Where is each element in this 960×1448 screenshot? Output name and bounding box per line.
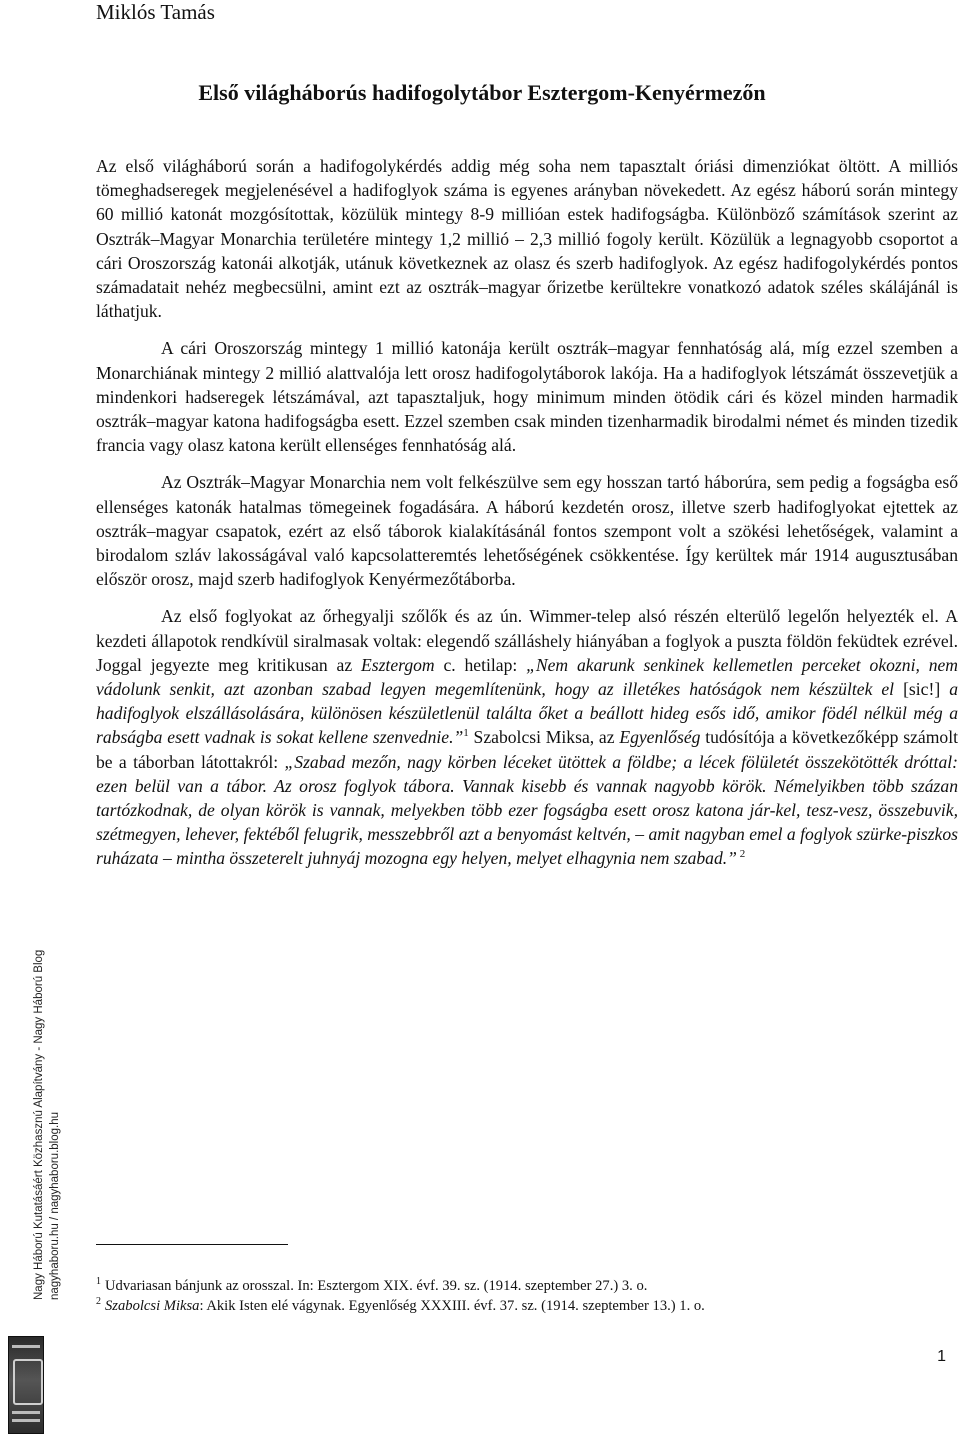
paragraph-4 [96, 604, 958, 870]
footnote-divider [96, 1244, 288, 1245]
p4-quote-1a: „Nem akarunk senkinek kellemetlen perceket okozni, nem vádolunk senkit, azt azonban szabad legyen megemlítenünk, hogy az illetékes hatóságok nem készültek el [96, 654, 959, 700]
sidebar-foundation-text: Nagy Háború Kutatásáért Közhasznú Alapítvány - Nagy Háború Blog [33, 949, 45, 1300]
page-number: 1 [937, 1348, 946, 1365]
footnote-1-number: 1 [96, 1276, 101, 1288]
p4-italic-newspaper: Esztergom [360, 654, 435, 675]
paragraph-2: A cári Oroszország mintegy 1 millió katonája került osztrák–magyar fennhatóság alá, míg ezzel szemben a Monarchiának mintegy 2 millió alattvalója lett orosz hadifogolytáborok lakója. Ha a hadifoglyok létszámát összevetjük a mindenkori hadseregek létszámával, azt tapasztaljuk, hogy minimum minden ötödik cári és közel minden harmadik osztrák–magyar katona hadifogságba esett. Ezzel szemben csak minden tizenharmadik birodalmi német és minden tizedik francia vagy olasz katona került ellenséges fennhatóság alá. [96, 338, 958, 456]
p4-quote-1b: a hadifoglyok elszállásolására, különösen készületlenül találta őket a beállott hideg esős idő, amikor födél nélkül még a rabságba esett vadnak is sokat kellene szenvednie.” [96, 679, 958, 748]
paragraph-1: Az első világháború során a hadifogolykérdés addig még soha nem tapasztalt óriási dimenziókat öltött. A milliós tömeghadseregek megjelenésével a hadifoglyok száma is egyenes arányban növekedett. Az egész háború során mintegy 60 millió katonát mozgósítottak, közülük mintegy 8-9 millióan estek hadifogságba. Különböző számítások szerint az Osztrák–Magyar Monarchia területére mintegy 1,2 millió – 2,3 millió fogoly került. Közülük a legnagyobb csoportot a cári Oroszország katonái alkotják, utánuk következnek az olasz és szerb hadifoglyok. Az egész hadifogolykérdés pontos számadatait nehéz megbecsülni, amint ezt az osztrák–magyar őrizetbe kerültekre vonatkozó adatok széles skálájánál is láthatjuk. [96, 156, 958, 322]
sidebar-website-text: nagyhaboru.hu / nagyhaboru.blog.hu [49, 1112, 61, 1300]
footnote-2-author: Szabolcsi Miksa [105, 1298, 200, 1314]
p4-quote-2: „Szabad mezőn, nagy körben léceket ütöttek a földbe; a lécek fölületét összekötötték dróttal: ezen belül van a tábor. Az orosz foglyok tábora. Vannak kisebb és vannak nagyobb körök. Némelyikben több százan tartózkodnak, de olyan körök is vannak, melyekben több ezer fogságba esett orosz katona jár-kel, tesz-vesz, összebuvik, szétmegyen, lehever, fektéből felugrik, messzebbről azt a benyomást keltvén, – amit nagyban emel a foglyok szürke-piszkos ruházata – mintha összeterelt juhnyáj mozogna egy helyen, melyet elhagynia nem szabad.” [96, 751, 958, 869]
footnote-1-text: Udvariasan bánjunk az orosszal. In: Esztergom XIX. évf. 39. sz. (1914. szeptember 27.) 3. o. [105, 1278, 648, 1294]
article-body [96, 154, 958, 884]
footnotes [96, 1276, 958, 1316]
nagy-haboru-logo-icon [8, 1336, 44, 1434]
page-header-author: Miklós Tamás [96, 0, 215, 24]
p4-sic: [sic!] [894, 679, 950, 700]
p4-text-3: Szabolcsi Miksa, az [468, 727, 620, 748]
p4-text-1: Az első foglyokat az őrhegyalji szőlők és az ún. Wimmer-telep alsó részén elterülő legelőn helyezték el. A kezdeti állapotok rendkívül siralmasak voltak: elegendő szálláshely hiányában a foglyok a puszta földön feküdtek ezrével. Joggal jegyezte meg kritikusan az [96, 606, 958, 675]
footnote-ref-2[interactable]: 2 [736, 848, 746, 861]
footnote-2-number: 2 [96, 1296, 101, 1308]
p4-text-4: tudósítója a következőképp számolt be a táborban látottakról: [96, 727, 958, 772]
footnote-2-text: : Akik Isten elé vágynak. Egyenlőség XXXIII. évf. 37. sz. (1914. szeptember 13.) 1. o. [199, 1298, 705, 1314]
paragraph-3: Az Osztrák–Magyar Monarchia nem volt felkészülve sem egy hosszan tartó háborúra, sem pedig a fogságba eső ellenséges katonák hatalmas tömegeinek fogadására. A háború kezdetén orosz, illetve szerb hadifoglyokat ejtettek az osztrák–magyar csapatok, ezért az első táborok kialakításánál fontos szempont volt a szökési lehetőségek, valamint a birodalom szláv lakosságával való kapcsolatteremtés lehetőségének csökkentése. Így kerültek már 1914 augusztusában először orosz, majd szerb hadifoglyok Kenyérmezőtáborba. [96, 472, 958, 590]
article-title: Első világháborús hadifogolytábor Esztergom-Kenyérmezőn [198, 80, 766, 105]
footnote-1 [96, 1276, 958, 1296]
p4-italic-egyenloseg: Egyenlőség [619, 727, 701, 748]
footnote-ref-1[interactable]: 1 [463, 727, 469, 740]
footnote-2 [96, 1296, 958, 1316]
p4-text-2: c. hetilap: [434, 654, 527, 675]
